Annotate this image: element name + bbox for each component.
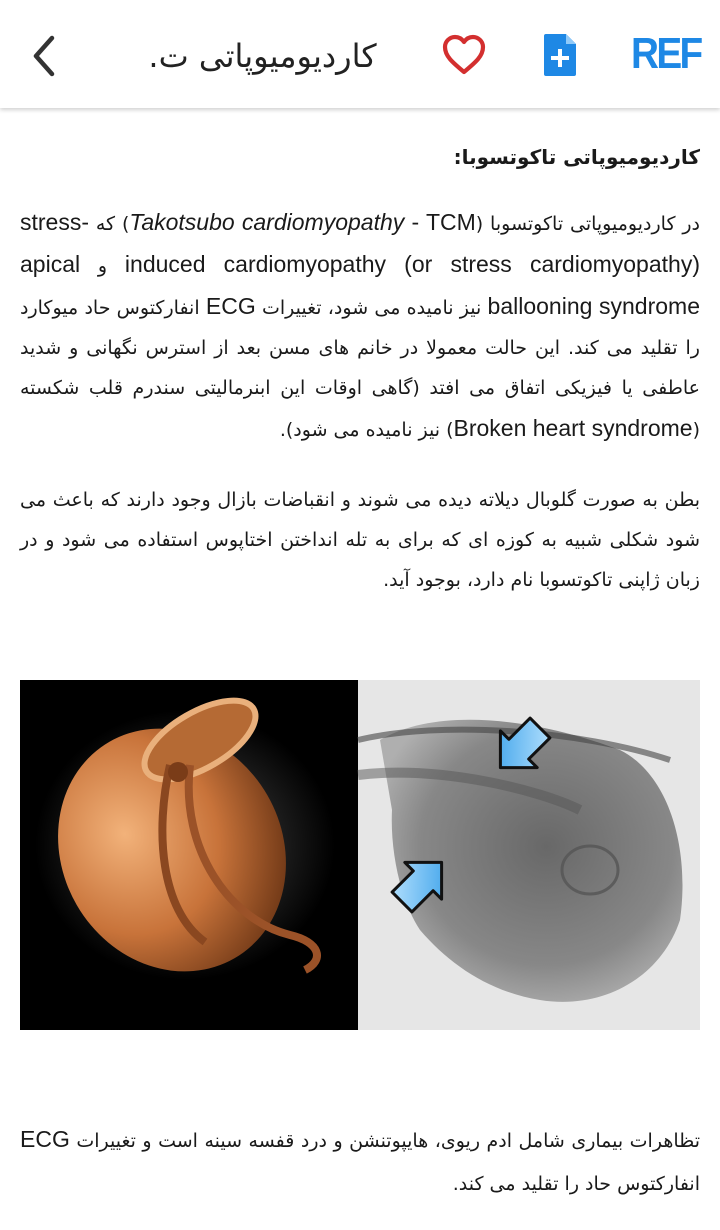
p1-text-2: ) که <box>89 213 130 235</box>
p1-en-stress: stress-induced cardiomyopathy (or stress cardiomyopathy) <box>20 209 700 277</box>
p1-en-italic: Takotsubo cardiomyopathy <box>129 209 405 235</box>
paragraph-3 <box>20 1118 700 1206</box>
add-file-icon <box>542 32 578 78</box>
p3-text-2: انفارکتوس حاد را تقلید می کند. <box>452 1173 700 1195</box>
heart-outline-icon <box>442 34 486 76</box>
page-title: کاردیومیوپاتی ت. <box>148 37 377 75</box>
p1-en-broken: Broken heart syndrome <box>453 415 693 441</box>
paragraph-1 <box>20 202 700 450</box>
p1-text-1: در کاردیومیوپاتی تاکوتسوبا ( <box>475 213 700 235</box>
p1-text-6: ) نیز نامیده می شود). <box>279 419 454 441</box>
paragraph-2: بطن به صورت گلوبال دیلاته دیده می شوند و انقباضات بازال وجود دارند که باعث می شود شکلی شبیه به کوزه ای که برای به تله انداختن اختاپوس استفاده می شود و در زبان ژاپنی تاکوتسوبا نام دارد، بوجود آید. <box>20 489 700 591</box>
p3-text-1: تظاهرات بیماری شامل ادم ریوی، هایپوتنشن و درد قفسه سینه است و تغییرات <box>69 1130 700 1152</box>
p1-text-3: و <box>80 255 125 277</box>
back-button[interactable] <box>26 32 66 80</box>
p1-text-5: انفارکتوس حاد میوکارد را تقلید می کند. این حالت معمولا در خانم های مسن بعد از استرس نگهانی و شدید عاطفی یا فیزیکی اتفاق می افتد (گاهی اوقات این ابنرمالیتی سندرم قلب شکسته ( <box>20 297 700 441</box>
p1-en-ecg: ECG <box>205 293 256 319</box>
article-body <box>20 112 700 619</box>
p1-en-apical: apical ballooning syndrome <box>20 251 700 319</box>
p1-en-term <box>129 209 475 235</box>
p3-en-ecg: ECG <box>20 1126 70 1152</box>
section-heading: کاردیومیوپاتی تاکوتسوبا: <box>453 145 700 169</box>
p1-text-4: نیز نامیده می شود، تغییرات <box>255 297 488 319</box>
favorite-button[interactable] <box>442 34 486 76</box>
ref-button[interactable]: REF <box>631 29 701 78</box>
add-note-button[interactable] <box>542 32 578 78</box>
p1-en-tcm: - TCM <box>404 209 476 235</box>
takotsubo-figure <box>20 680 700 1030</box>
chevron-left-icon <box>26 32 66 80</box>
app-bar <box>0 0 720 108</box>
